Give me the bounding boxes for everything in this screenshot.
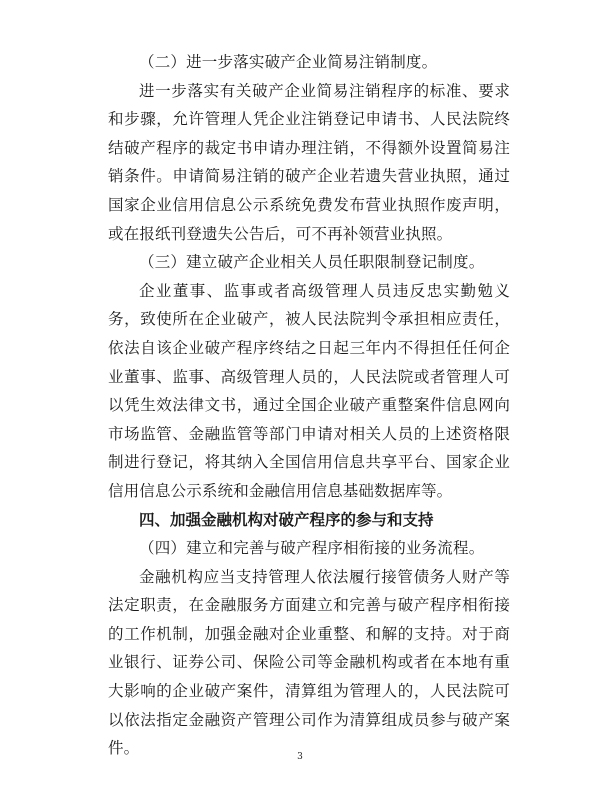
page-number: 3 [297,752,303,762]
paragraph-personnel-restriction: 企业董事、监事或者高级管理人员违反忠实勤勉义务，致使所在企业破产，被人民法院判令承担相应责任，依法自该企业破产程序终结之日起三年内不得担任任何企业董事、监事、高级管理人员的，人民法院或者管理人可以凭生效法律文书，通过全国企业破产重整案件信息网向市场监管、金融监管等部门申请对相关人员的上述资格限制进行登记，将其纳入全国信用信息共享平台、国家企业信用信息公示系统和金融信用信息基础数据库等。 [108,281,510,500]
document-body [108,48,510,763]
subsection-title-3: （三）建立破产企业相关人员任职限制登记制度。 [139,253,485,272]
paragraph-simple-deregistration: 进一步落实有关破产企业简易注销程序的标准、要求和步骤，允许管理人凭企业注销登记申请书、人民法院终结破产程序的裁定书申请办理注销，不得额外设置简易注销条件。申请简易注销的破产企业若遗失营业执照，通过国家企业信用信息公示系统免费发布营业执照作废声明，或在报纸刊登遗失公告后，可不再补领营业执照。 [108,81,510,243]
subsection-title-4: （四）建立和完善与破产程序相衔接的业务流程。 [139,539,485,558]
subsection-title-2: （二）进一步落实破产企业简易注销制度。 [139,53,438,71]
section-heading-4: 四、加强金融机构对破产程序的参与和支持 [139,510,434,529]
paragraph-financial-institutions: 金融机构应当支持管理人依法履行接管债务人财产等法定职责，在金融服务方面建立和完善与破产程序相衔接的工作机制，加强金融对企业重整、和解的支持。对于商业银行、证券公司、保险公司等金融机构或者在本地有重大影响的企业破产案件，清算组为管理人的，人民法院可以依法指定金融资产管理公司作为清算组成员参与破产案件。 [108,567,510,758]
